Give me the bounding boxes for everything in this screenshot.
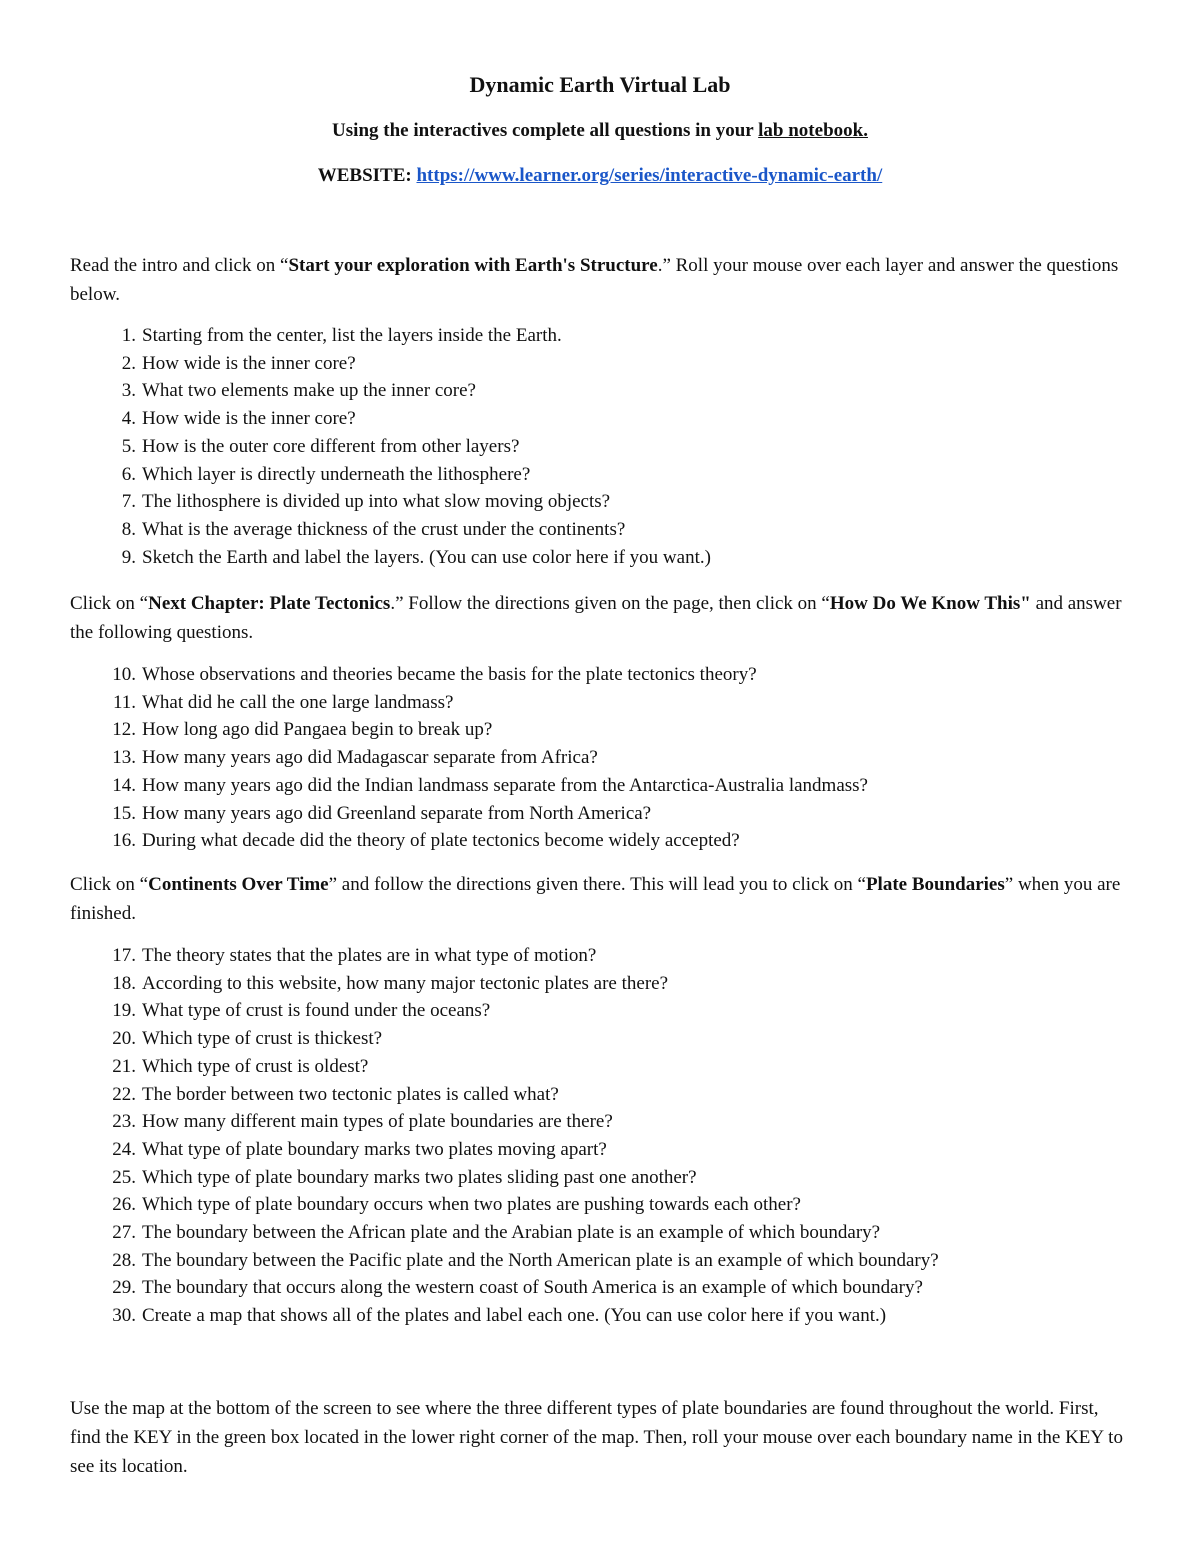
question-number: 4.	[121, 408, 136, 430]
question-text: What type of plate boundary marks two plates moving apart?	[142, 1138, 607, 1160]
section1-intro	[70, 251, 1130, 309]
question-item	[70, 461, 1140, 489]
question-text: How many years ago did Madagascar separate from Africa?	[142, 747, 598, 769]
section2-intro	[70, 589, 1130, 647]
question-text: What did he call the one large landmass?	[142, 691, 454, 713]
question-number: 15.	[112, 802, 136, 824]
question-number: 23.	[112, 1111, 136, 1133]
question-text: How is the outer core different from other layers?	[142, 435, 520, 457]
question-text: Create a map that shows all of the plates and label each one. (You can use color here if you want.)	[142, 1305, 887, 1327]
section1-question-list	[70, 322, 1140, 571]
question-number: 9.	[121, 546, 136, 568]
question-item	[70, 377, 1140, 405]
question-text: The boundary that occurs along the western coast of South America is an example of which boundary?	[142, 1277, 923, 1299]
question-item	[70, 800, 1140, 828]
question-text: What two elements make up the inner core?	[142, 380, 476, 402]
question-number: 5.	[121, 435, 136, 457]
question-text: The boundary between the Pacific plate and the North American plate is an example of which boundary?	[142, 1249, 939, 1271]
question-text: The theory states that the plates are in what type of motion?	[142, 945, 597, 966]
question-number: 12.	[112, 719, 136, 741]
question-number: 17.	[112, 945, 136, 966]
question-item	[70, 997, 1140, 1025]
section2-intro-text-b: .” Follow the directions given on the page, then click on “	[390, 593, 830, 614]
question-text: Sketch the Earth and label the layers. (You can use color here if you want.)	[142, 546, 711, 568]
question-number: 18.	[112, 972, 136, 994]
question-text: Which type of crust is oldest?	[142, 1055, 369, 1077]
question-item	[70, 1081, 1140, 1109]
question-number: 25.	[112, 1166, 136, 1188]
question-text: Which type of plate boundary occurs when two plates are pushing towards each other?	[142, 1194, 801, 1216]
question-item	[70, 1164, 1140, 1192]
question-number: 16.	[112, 830, 136, 852]
section3-question-list	[70, 942, 1140, 1330]
question-text: During what decade did the theory of plate tectonics become widely accepted?	[142, 830, 740, 852]
question-text: How wide is the inner core?	[142, 408, 356, 430]
question-item	[70, 744, 1140, 772]
website-label: WEBSITE:	[317, 165, 417, 186]
question-text: Whose observations and theories became the basis for the plate tectonics theory?	[142, 664, 757, 685]
subtitle-underlined-text: lab notebook.	[758, 120, 868, 141]
question-number: 8.	[121, 518, 136, 540]
question-text: Which type of crust is thickest?	[142, 1028, 383, 1050]
question-text: How wide is the inner core?	[142, 352, 356, 374]
question-text: The border between two tectonic plates is called what?	[142, 1083, 559, 1105]
question-number: 2.	[121, 352, 136, 374]
question-number: 29.	[112, 1277, 136, 1299]
question-number: 26.	[112, 1194, 136, 1216]
question-number: 27.	[112, 1222, 136, 1244]
question-text: How many different main types of plate boundaries are there?	[142, 1111, 613, 1133]
section3-intro	[70, 870, 1130, 928]
question-text: Which type of plate boundary marks two plates sliding past one another?	[142, 1166, 697, 1188]
question-number: 24.	[112, 1138, 136, 1160]
question-item	[70, 772, 1140, 800]
question-number: 19.	[112, 1000, 136, 1022]
question-text: Starting from the center, list the layers inside the Earth.	[142, 325, 562, 346]
question-item	[70, 405, 1140, 433]
question-number: 14.	[112, 774, 136, 796]
question-text: According to this website, how many major tectonic plates are there?	[142, 972, 669, 994]
question-item	[70, 827, 1140, 855]
question-item	[70, 433, 1140, 461]
question-item	[70, 942, 1140, 970]
question-number: 21.	[112, 1055, 136, 1077]
question-item	[70, 970, 1140, 998]
section2-question-list	[70, 661, 1140, 855]
question-text: How many years ago did Greenland separate from North America?	[142, 802, 652, 824]
question-item	[70, 544, 1140, 572]
question-item	[70, 1274, 1140, 1302]
question-number: 22.	[112, 1083, 136, 1105]
question-number: 1.	[121, 325, 136, 346]
question-text: What is the average thickness of the crust under the continents?	[142, 518, 626, 540]
question-item	[70, 1247, 1140, 1275]
question-text: How long ago did Pangaea begin to break up?	[142, 719, 493, 741]
question-item	[70, 1025, 1140, 1053]
question-item	[70, 716, 1140, 744]
website-line	[0, 165, 1200, 187]
question-number: 6.	[121, 463, 136, 485]
question-text: The lithosphere is divided up into what slow moving objects?	[142, 491, 611, 513]
section3-intro-bold-1: Continents Over Time	[148, 874, 329, 895]
section4-instructions: Use the map at the bottom of the screen to see where the three different types of plate boundaries are found throughout the world. First, find the KEY in the green box located in the lower right corner of the map. Then, roll your mouse over each boundary name in the KEY to see its location.	[70, 1398, 1123, 1477]
question-item	[70, 350, 1140, 378]
question-number: 3.	[121, 380, 136, 402]
question-item	[70, 661, 1140, 689]
section1-intro-text-a: Read the intro and click on “	[70, 255, 289, 276]
question-text: Which layer is directly underneath the lithosphere?	[142, 463, 531, 485]
question-item	[70, 322, 1140, 350]
page-subtitle	[0, 120, 1200, 142]
question-number: 11.	[112, 691, 136, 713]
question-text: What type of crust is found under the oceans?	[142, 1000, 491, 1022]
question-item	[70, 1191, 1140, 1219]
question-item	[70, 1302, 1140, 1330]
question-item	[70, 488, 1140, 516]
section2-intro-bold-1: Next Chapter: Plate Tectonics	[148, 593, 391, 614]
section3-intro-text-c: ” when you are finished.	[70, 874, 1121, 924]
section1-intro-text-b: .” Roll your mouse over each layer and answer the questions below.	[70, 255, 1119, 305]
section2-intro-bold-2: How Do We Know This"	[829, 593, 1031, 614]
section3-intro-bold-2: Plate Boundaries	[865, 874, 1005, 895]
section3-intro-text-b: ” and follow the directions given there. This will lead you to click on “	[328, 874, 866, 895]
website-link[interactable]: https://www.learner.org/series/interactive-dynamic-earth/	[416, 165, 883, 186]
question-number: 13.	[112, 747, 136, 769]
question-number: 28.	[112, 1249, 136, 1271]
section2-intro-text-c: and answer the following questions.	[70, 593, 1122, 643]
question-number: 7.	[121, 491, 136, 513]
question-item	[70, 1136, 1140, 1164]
page-title: Dynamic Earth Virtual Lab	[469, 72, 731, 97]
question-text: The boundary between the African plate and the Arabian plate is an example of which boundary?	[142, 1222, 881, 1244]
question-number: 20.	[112, 1028, 136, 1050]
subtitle-text: Using the interactives complete all questions in your	[332, 120, 759, 141]
question-item	[70, 516, 1140, 544]
question-item	[70, 1053, 1140, 1081]
section2-intro-text-a: Click on “	[70, 593, 149, 614]
question-item	[70, 689, 1140, 717]
question-number: 30.	[112, 1305, 136, 1327]
question-item	[70, 1108, 1140, 1136]
section3-intro-text-a: Click on “	[70, 874, 149, 895]
section1-intro-bold: Start your exploration with Earth's Structure	[288, 255, 658, 276]
question-item	[70, 1219, 1140, 1247]
question-text: How many years ago did the Indian landmass separate from the Antarctica-Australia landmass?	[142, 774, 868, 796]
question-number: 10.	[112, 664, 136, 685]
